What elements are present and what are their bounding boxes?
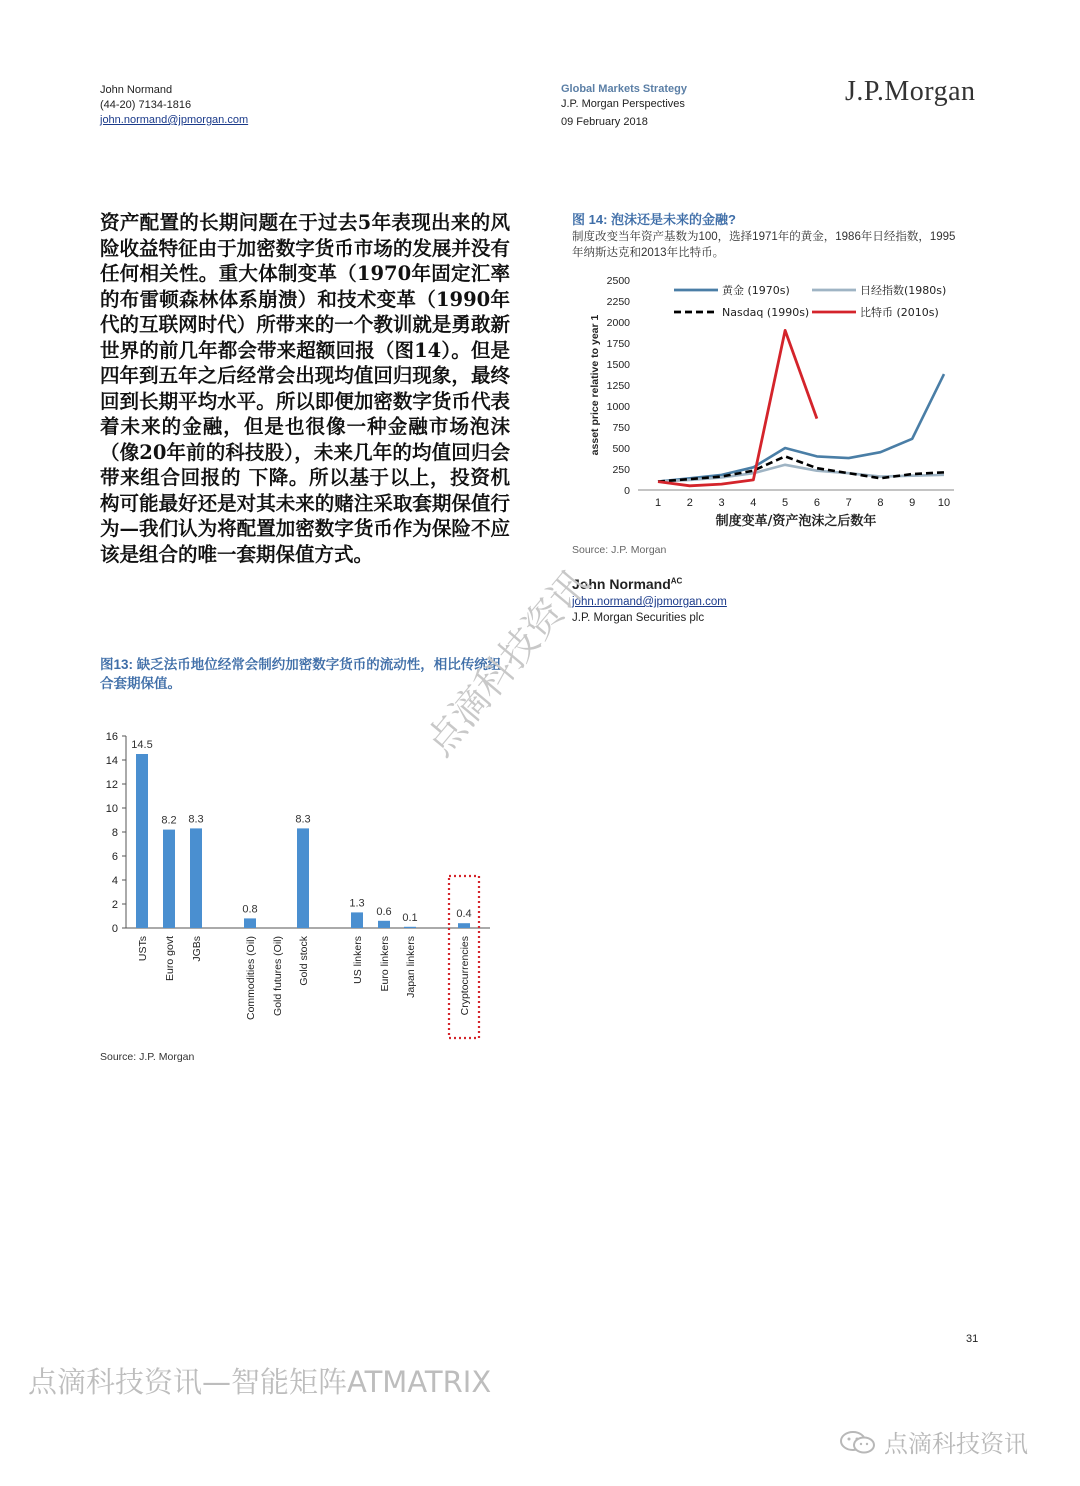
author-block xyxy=(100,83,248,128)
figure13-bar-chart xyxy=(90,718,510,1048)
line-chart-x-tick-label: 6 xyxy=(813,497,820,509)
bottom-right-watermark-text: 点滴科技资讯 xyxy=(884,1430,1028,1458)
figure14-subcaption: 制度改变当年资产基数为100，选择1971年的黄金，1986年日经指数，1995年纳斯达克和2013年比特币。 xyxy=(572,231,956,259)
legend-label-3: Nasdaq (1990s) xyxy=(722,306,810,319)
line-chart-x-tick-label: 5 xyxy=(782,497,789,509)
line-chart-y-tick-label: 500 xyxy=(612,443,630,455)
bar-chart-y-tick-label: 2 xyxy=(111,899,118,911)
bar-category-label: Commodities (Oil) xyxy=(245,936,257,1021)
bar-category-label: Euro govt xyxy=(164,936,176,981)
bar-category-label: USTs xyxy=(137,936,149,962)
figure14-caption: 图 14: 泡沫还是未来的金融? xyxy=(572,212,736,227)
bar-chart-y-tick-label: 10 xyxy=(105,803,118,815)
bar-data-label: 0.6 xyxy=(376,905,392,918)
line-chart-x-tick-label: 3 xyxy=(718,497,725,509)
line-chart-y-tick-label: 2000 xyxy=(606,317,630,329)
line-chart-x-tick-label: 10 xyxy=(937,497,951,509)
bottom-left-watermark: 点滴科技资讯—智能矩阵ATMATRIX xyxy=(28,1365,492,1399)
bar-data-label: 0.8 xyxy=(242,903,258,916)
figure13-source: Source: J.P. Morgan xyxy=(100,1051,195,1063)
line-series-4 xyxy=(658,330,817,485)
bar-chart-y-tick-label: 8 xyxy=(111,827,118,839)
figure14-header xyxy=(572,210,962,261)
line-chart-y-tick-label: 0 xyxy=(624,485,630,497)
line-chart-x-tick-label: 7 xyxy=(845,497,852,509)
bar-category-label: Cryptocurrencies xyxy=(459,936,471,1016)
line-chart-x-tick-label: 9 xyxy=(909,497,916,509)
figure14-source: Source: J.P. Morgan xyxy=(572,544,667,556)
line-chart-y-tick-label: 250 xyxy=(612,464,630,476)
jpmorgan-logo: J.P.Morgan xyxy=(845,76,976,107)
line-chart-x-axis-label: 制度变革/资产泡沫之后数年 xyxy=(715,514,877,529)
bar-7 xyxy=(351,912,363,928)
bar-data-label: 8.3 xyxy=(295,813,311,826)
bar-8 xyxy=(378,921,390,928)
line-chart-y-tick-label: 2500 xyxy=(606,275,630,287)
line-chart-y-tick-label: 1500 xyxy=(606,359,630,371)
line-chart-y-tick-label: 1250 xyxy=(606,380,630,392)
page-number: 31 xyxy=(966,1333,979,1345)
bar-category-label: US linkers xyxy=(352,936,364,984)
line-chart-x-tick-label: 2 xyxy=(686,497,693,509)
author-phone: (44-20) 7134-1816 xyxy=(100,99,192,111)
line-chart-x-tick-label: 8 xyxy=(877,497,884,509)
author-email-link[interactable]: john.normand@jpmorgan.com xyxy=(100,114,249,126)
bar-chart-y-tick-label: 16 xyxy=(105,731,118,743)
contact-block xyxy=(572,576,727,624)
bar-data-label: 8.3 xyxy=(188,813,204,826)
legend-label-2: 日经指数(1980s) xyxy=(860,284,947,297)
bar-chart-y-tick-label: 12 xyxy=(105,779,118,791)
bar-category-label: JGBs xyxy=(191,936,203,962)
bar-data-label: 8.2 xyxy=(161,814,177,827)
legend-label-4: 比特币 (2010s) xyxy=(860,306,939,319)
line-chart-y-tick-label: 1000 xyxy=(606,401,630,413)
bar-data-label: 0.4 xyxy=(456,908,472,921)
bar-chart-y-tick-label: 4 xyxy=(111,875,118,887)
bar-1 xyxy=(136,754,148,928)
bar-category-label: Japan linkers xyxy=(405,936,417,998)
body-paragraph: 资产配置的长期问题在于过去5年表现出来的风险收益特征由于加密数字货币市场的发展并没有任何相关性。重大体制变革（1970年固定汇率的布雷顿森林体系崩溃）和技术变革（1990年代的互联网时代）所带来的一个教训就是勇敢新世界的前几年都会带来超额回报（图14）。但是四年到五年之后经常会出现均值回归现象，最终回到长期平均水平。所以即便加密数字货币代表着未来的金融，但是也很像一种金融市场泡沫（像20年前的科技股），未来几年的均值回归会带来组合回报的 下降。所以基于以上，投资机构可能最好还是对其未来的赌注采取套期保值行为—我们认为将配置加密数字货币作为保险不应该是组合的唯一套期保值方式。 xyxy=(100,211,510,566)
bar-chart-y-tick-label: 14 xyxy=(105,755,118,767)
bar-10 xyxy=(458,923,470,928)
line-chart-y-axis-label: asset price relative to year 1 xyxy=(589,314,601,456)
bottom-right-watermark xyxy=(838,1424,1028,1459)
publication-name: J.P. Morgan Perspectives xyxy=(561,98,685,110)
publication-date: 09 February 2018 xyxy=(561,116,648,128)
bar-4 xyxy=(244,918,256,928)
bar-9 xyxy=(404,927,416,928)
bar-2 xyxy=(163,830,175,928)
contact-company: J.P. Morgan Securities plc xyxy=(572,612,705,624)
line-chart-x-tick-label: 4 xyxy=(750,497,757,509)
bar-data-label: 0.1 xyxy=(402,911,418,924)
legend-label-1: 黄金 (1970s) xyxy=(722,284,790,297)
bar-category-label: Gold futures (Oil) xyxy=(272,936,284,1016)
section-name: Global Markets Strategy xyxy=(561,83,687,95)
bar-data-label: 14.5 xyxy=(131,739,153,751)
wechat-icon xyxy=(838,1429,878,1455)
contact-email-link[interactable]: john.normand@jpmorgan.com xyxy=(572,596,727,608)
bar-chart-y-tick-label: 0 xyxy=(111,923,118,935)
line-chart-y-tick-label: 2250 xyxy=(606,296,630,308)
author-name: John Normand xyxy=(100,84,173,96)
bar-category-label: Euro linkers xyxy=(379,936,391,992)
bar-6 xyxy=(297,828,309,928)
figure13-caption: 图13: 缺乏法币地位经常会制约加密数字货币的流动性，相比传统组合套期保值。 xyxy=(100,657,502,691)
bar-data-label: 1.3 xyxy=(349,897,365,910)
publication-block xyxy=(561,82,687,130)
line-series-1 xyxy=(658,374,944,482)
bar-category-label: Gold stock xyxy=(298,936,310,986)
figure14-line-chart xyxy=(572,268,972,538)
line-chart-y-tick-label: 750 xyxy=(612,422,630,434)
line-chart-y-tick-label: 1750 xyxy=(606,338,630,350)
bar-3 xyxy=(190,828,202,928)
contact-superscript: AC xyxy=(670,576,683,586)
bar-chart-y-tick-label: 6 xyxy=(111,851,118,863)
diagonal-watermark: 点滴科技资讯 xyxy=(416,561,598,765)
line-chart-x-tick-label: 1 xyxy=(654,497,662,509)
line-series-2 xyxy=(658,465,944,482)
contact-name: John Normand xyxy=(572,576,671,592)
